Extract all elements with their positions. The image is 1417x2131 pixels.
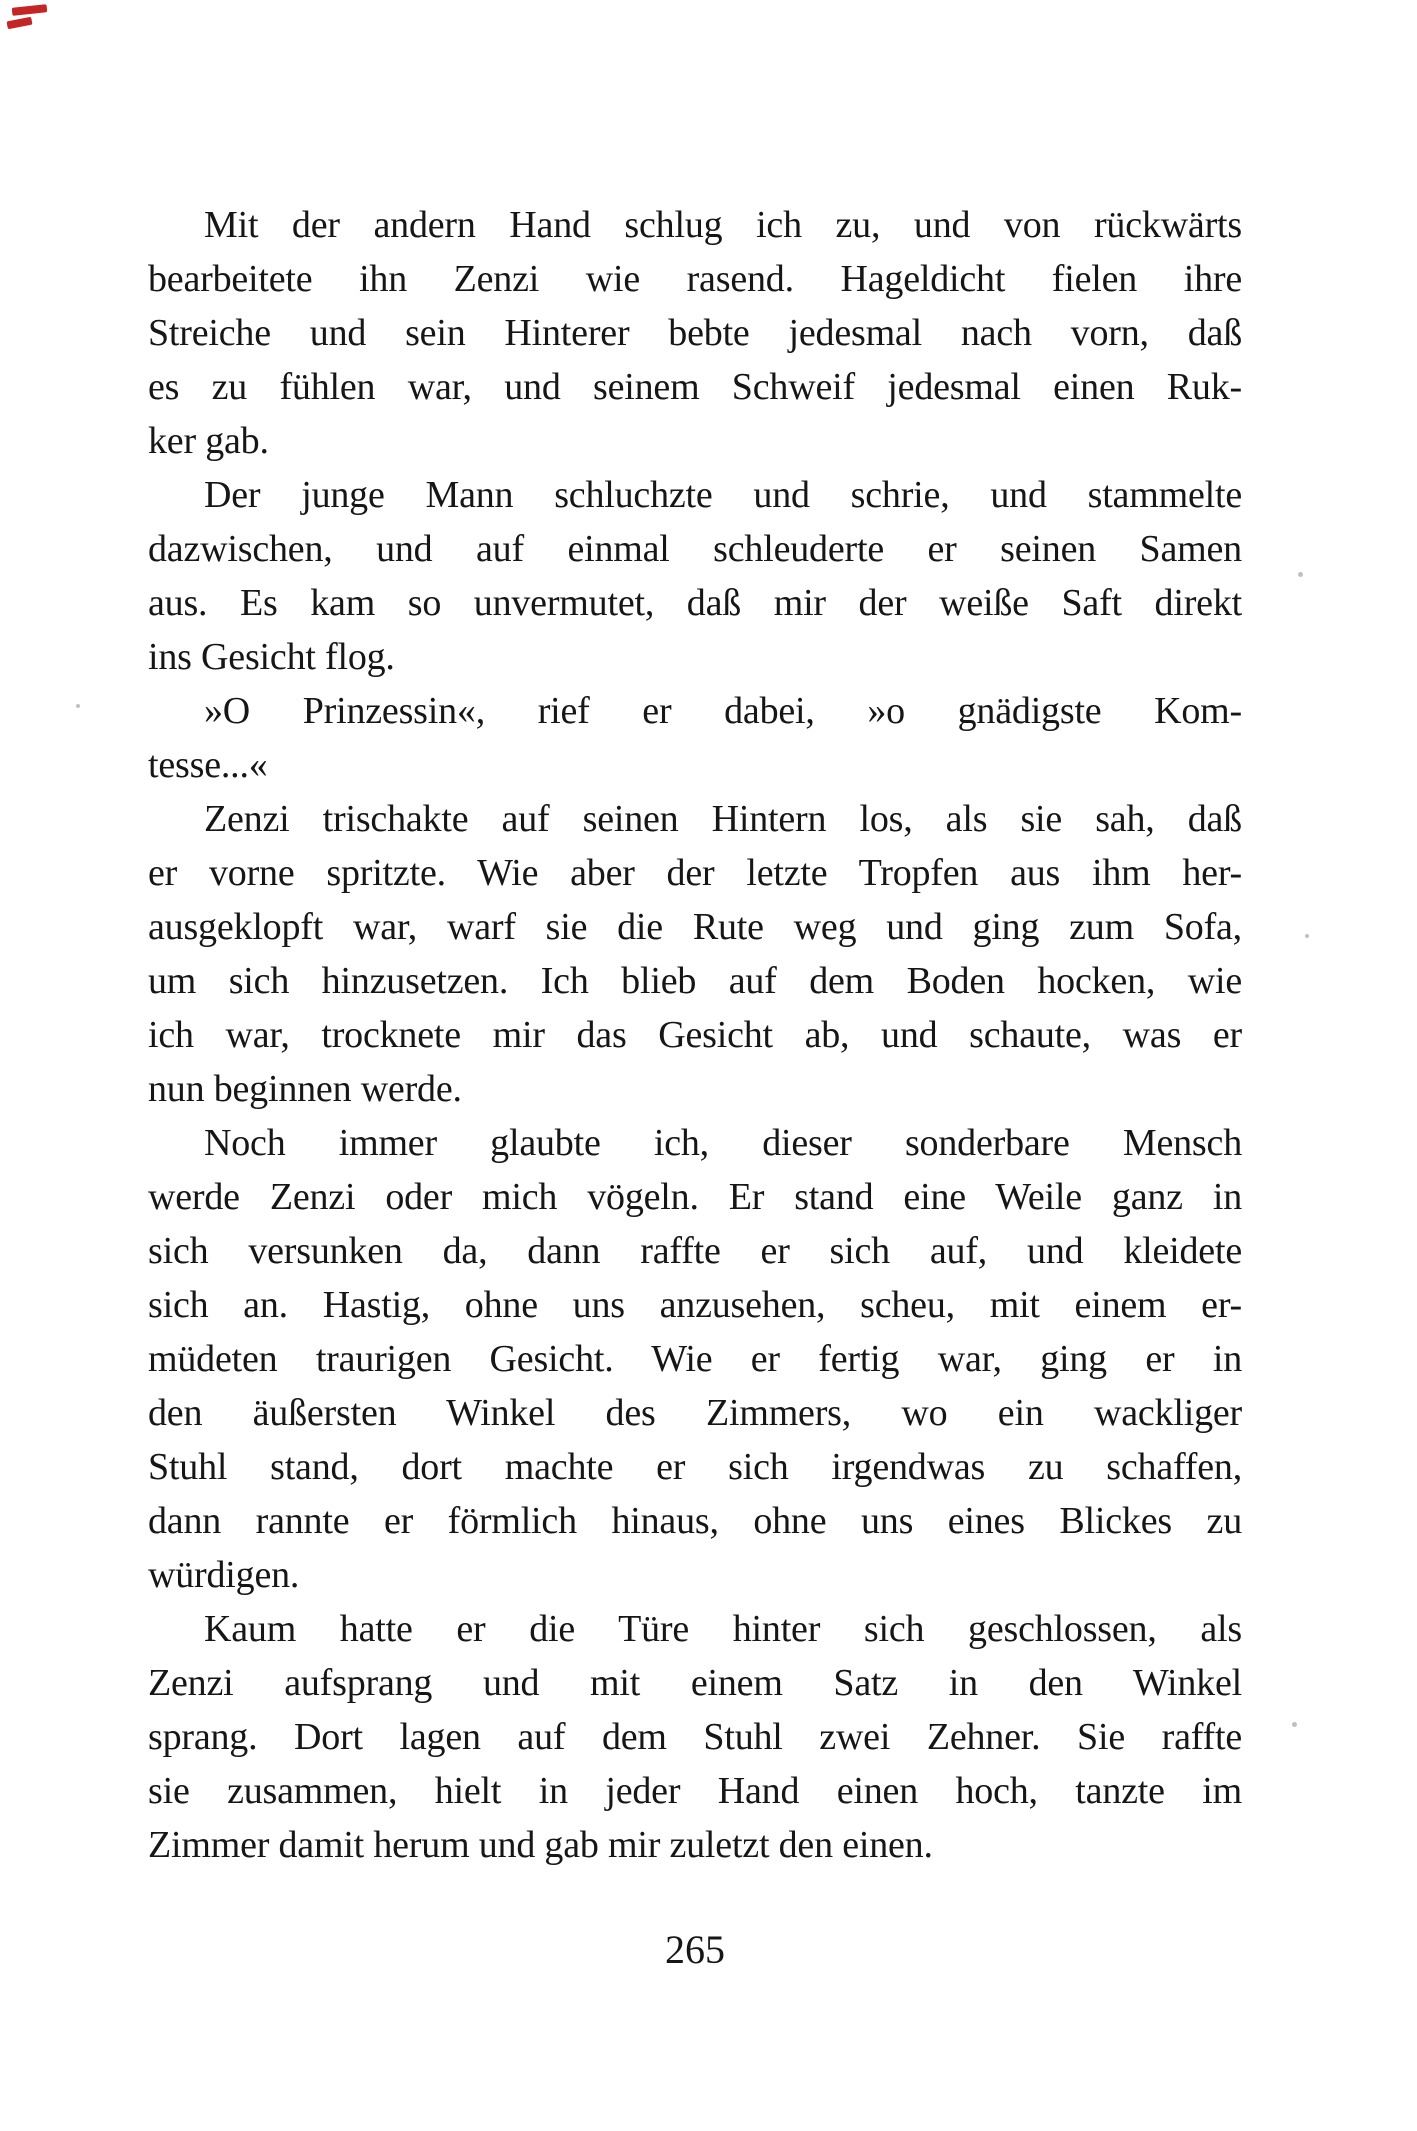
text-line: sprang. Dort lagen auf dem Stuhl zwei Zehner. Sie raffte: [148, 1716, 1242, 1758]
text-line: ausgeklopft war, warf sie die Rute weg und ging zum Sofa,: [148, 906, 1242, 948]
scan-speck: [76, 704, 80, 708]
page-number: 265: [665, 1927, 725, 1972]
text-line: sie zusammen, hielt in jeder Hand einen hoch, tanzte im: [148, 1770, 1242, 1812]
text-line: »O Prinzessin«, rief er dabei, »o gnädigste Kom-: [204, 690, 1242, 732]
scan-speck: [1298, 572, 1303, 577]
text-line: Der junge Mann schluchzte und schrie, und stammelte: [204, 474, 1242, 516]
paragraph: [148, 684, 1242, 792]
text-line: Zenzi trischakte auf seinen Hintern los, als sie sah, daß: [204, 798, 1242, 840]
paragraph: [148, 1602, 1242, 1872]
scan-speck: [1292, 1722, 1297, 1727]
text-line: Zimmer damit herum und gab mir zuletzt den einen.: [148, 1824, 933, 1866]
text-line: Mit der andern Hand schlug ich zu, und von rückwärts: [204, 204, 1242, 246]
text-line: ich war, trocknete mir das Gesicht ab, und schaute, was er: [148, 1014, 1242, 1056]
text-line: sich versunken da, dann raffte er sich auf, und kleidete: [148, 1230, 1242, 1272]
text-line: Noch immer glaubte ich, dieser sonderbare Mensch: [204, 1122, 1242, 1164]
paragraph: [148, 792, 1242, 1116]
text-line: den äußersten Winkel des Zimmers, wo ein wackliger: [148, 1392, 1242, 1434]
text-line: bearbeitete ihn Zenzi wie rasend. Hageldicht fielen ihre: [148, 258, 1242, 300]
text-line: nun beginnen werde.: [148, 1068, 462, 1110]
paragraph: [148, 468, 1242, 684]
text-line: Stuhl stand, dort machte er sich irgendwas zu schaffen,: [148, 1446, 1242, 1488]
text-line: um sich hinzusetzen. Ich blieb auf dem Boden hocken, wie: [148, 960, 1242, 1002]
text-line: Kaum hatte er die Türe hinter sich geschlossen, als: [204, 1608, 1242, 1650]
text-line: ins Gesicht flog.: [148, 636, 395, 678]
text-line: er vorne spritzte. Wie aber der letzte Tropfen aus ihm her-: [148, 852, 1242, 894]
paragraph: [148, 1116, 1242, 1602]
text-line: müdeten traurigen Gesicht. Wie er fertig war, ging er in: [148, 1338, 1242, 1380]
text-line: aus. Es kam so unvermutet, daß mir der weiße Saft direkt: [148, 582, 1242, 624]
text-line: dazwischen, und auf einmal schleuderte er seinen Samen: [148, 528, 1242, 570]
text-line: sich an. Hastig, ohne uns anzusehen, scheu, mit einem er-: [148, 1284, 1242, 1326]
text-line: es zu fühlen war, und seinem Schweif jedesmal einen Ruk-: [148, 366, 1242, 408]
text-line: werde Zenzi oder mich vögeln. Er stand eine Weile ganz in: [148, 1176, 1242, 1218]
text-line: Streiche und sein Hinterer bebte jedesmal nach vorn, daß: [148, 312, 1242, 354]
scan-speck: [1305, 934, 1309, 938]
text-line: dann rannte er förmlich hinaus, ohne uns eines Blickes zu: [148, 1500, 1242, 1542]
paragraph: [148, 198, 1242, 468]
red-pen-mark: [6, 17, 32, 30]
text-block: [148, 198, 1242, 1872]
text-line: tesse...«: [148, 744, 268, 786]
text-line: würdigen.: [148, 1554, 300, 1596]
text-line: Zenzi aufsprang und mit einem Satz in den Winkel: [148, 1662, 1242, 1704]
red-pen-mark: [12, 4, 48, 16]
text-line: ker gab.: [148, 420, 269, 462]
